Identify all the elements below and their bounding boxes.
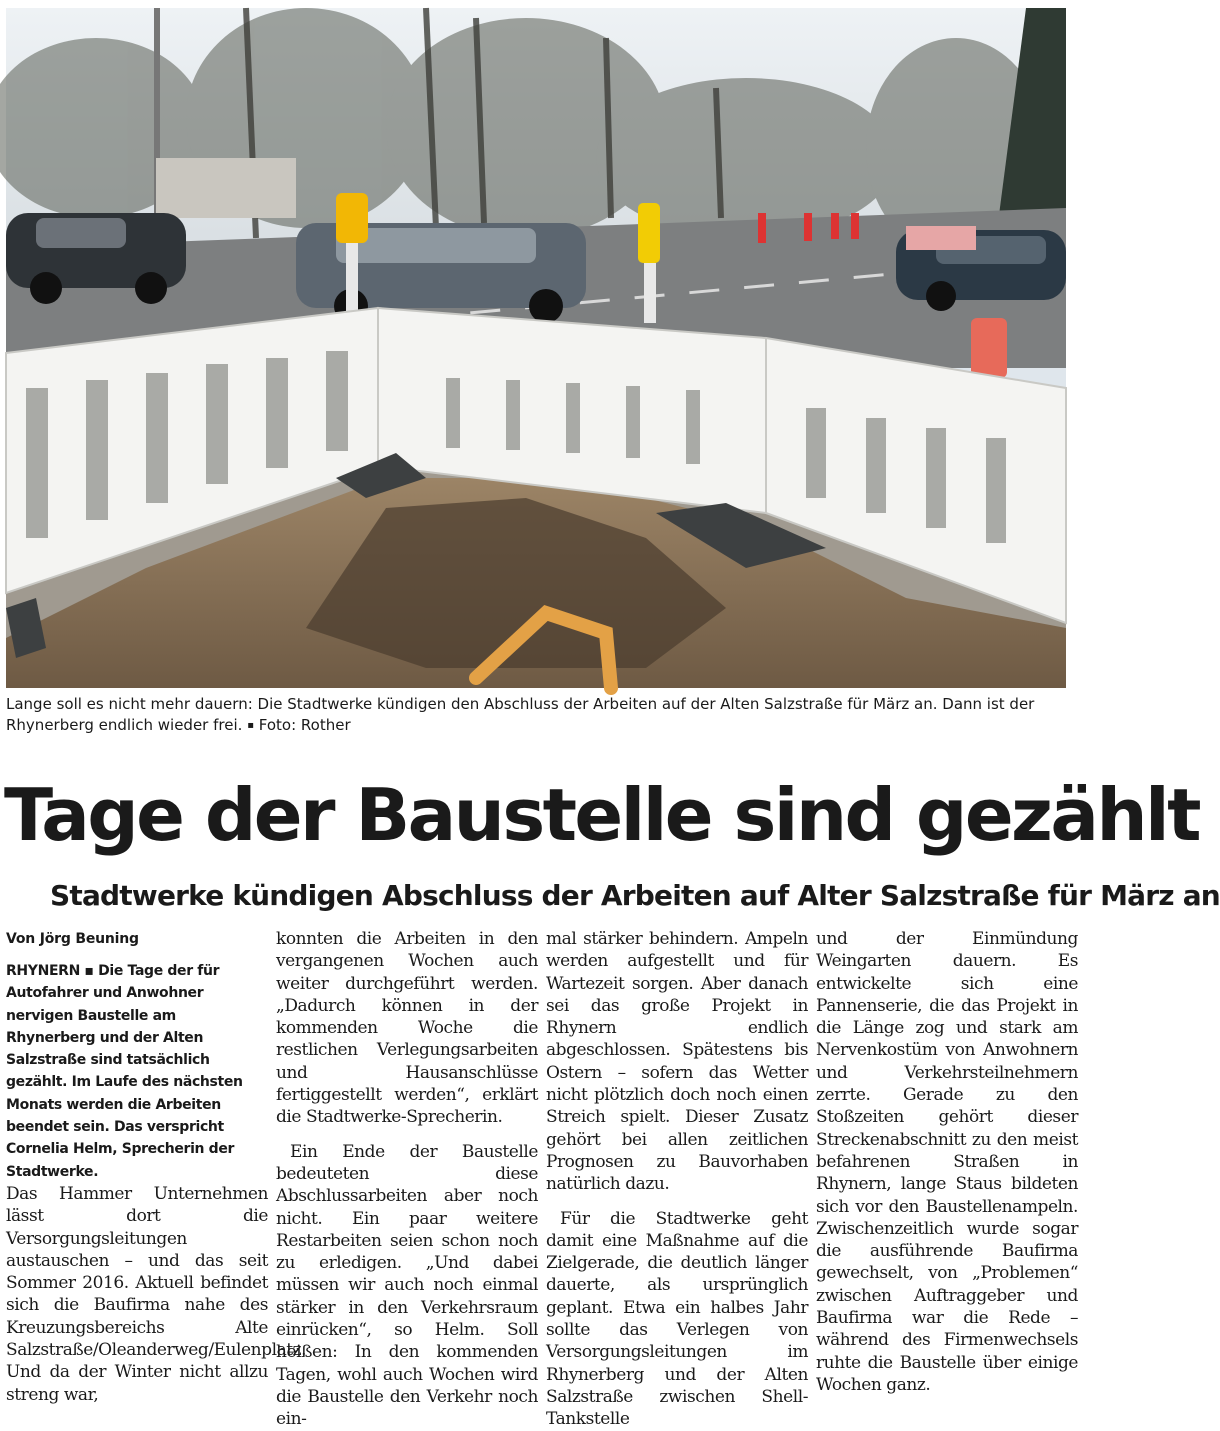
body-paragraph: konnten die Arbeiten in den vergangenen Wochen auch weiter durchgeführt werden. „Dadurch können in der kommenden Woche die restlichen Verlegungsarbeiten und Hausanschlüsse fertiggestellt werden“, erklärt die Stadtwerke-Sprecherin.: [276, 929, 538, 1128]
photo-construction-site-icon: [6, 8, 1066, 688]
caption-separator: ▪: [247, 720, 254, 731]
photo-credit: Foto: Rother: [258, 716, 351, 734]
body-paragraph: und der Einmündung Weingarten dauern. Es entwickelte sich eine Pannenserie, die das Projekt in die Länge zog und stark am Nervenkostüm von Anwohnern und Verkehrsteilnehmern zerrte. Gerade zu den Stoßzeiten gehört dieser Streckenabschnitt zu den meist befahrenen Straßen in Rhynern, lange Staus bildeten sich vor den Baustellenampeln. Zwischenzeitlich wurde sogar die ausführende Baufirma gewechselt, von „Problemen“ zwischen Auftraggeber und Baufirma war die Rede – während des Firmenwechsels ruhte die Baustelle über einige Wochen ganz.: [816, 929, 1078, 1395]
lead-text: Die Tage der für Autofahrer und Anwohner nervigen Baustelle am Rhynerberg und der Alten Salzstraße sind tatsächlich gezählt. Im Laufe des nächsten Monats werden die Arbeiten beendet sein. Das verspricht Cornelia Helm, Sprecherin der Stadtwerke.: [6, 963, 243, 1180]
lead-paragraph: RHYNERN ▪ Die Tage der für Autofahrer und Anwohner nervigen Baustelle am Rhynerberg und der Alten Salzstraße sind tatsächlich gezählt. Im Laufe des nächsten Monats werden die Arbeiten beendet sein. Das verspricht Cornelia Helm, Sprecherin der Stadtwerke.: [6, 963, 243, 1180]
headline: Tage der Baustelle sind gezählt: [4, 773, 1199, 857]
photo-caption: [6, 694, 1068, 736]
body-paragraph: Das Hammer Unternehmen lässt dort die Versorgungsleitungen austauschen – und das seit Sommer 2016. Aktuell befindet sich die Baufirma nahe des Kreuzungsbereichs Alte Salzstraße/Oleanderweg/Eulenplatz. Und da der Winter nicht allzu streng war,: [6, 1183, 307, 1405]
dateline: RHYNERN: [6, 963, 80, 979]
subheadline: Stadtwerke kündigen Abschluss der Arbeiten auf Alter Salzstraße für März an: [50, 879, 1220, 912]
article-column-3: [546, 928, 808, 1431]
article-column-4: [816, 928, 1078, 1396]
byline: Von Jörg Beuning: [6, 931, 139, 947]
body-paragraph: Ein Ende der Baustelle bedeuteten diese Abschlussarbeiten aber noch nicht. Ein paar weitere Restarbeiten seien schon noch zu erledigen. „Und dabei müssen wir auch noch einmal stärker in den Verkehrsraum einrücken“, so Helm. Soll heißen: In den kommenden Tagen, wohl auch Wochen wird die Baustelle den Verkehr noch ein-: [276, 1141, 538, 1430]
article-column-2: [276, 928, 538, 1431]
caption-text: Lange soll es nicht mehr dauern: Die Stadtwerke kündigen den Abschluss der Arbeiten auf der Alten Salzstraße für März an. Dann ist der Rhynerberg endlich wieder frei.: [6, 695, 1035, 734]
body-paragraph: Für die Stadtwerke geht damit eine Maßnahme auf die Zielgerade, die deutlich länger dauerte, als ursprünglich geplant. Etwa ein halbes Jahr sollte das Verlegen von Versorgungsleitungen im Rhynerberg und der Alten Salzstraße zwischen Shell-Tankstelle: [546, 1208, 808, 1430]
article-column-1: [6, 928, 307, 1406]
article-photo: [6, 8, 1066, 688]
body-paragraph: mal stärker behindern. Ampeln werden aufgestellt und für Wartezeit sorgen. Aber danach sei das große Projekt in Rhynern endlich abgeschlossen. Spätestens bis Ostern – sofern das Wetter nicht plötzlich doch noch einen Streich spielt. Dieser Zusatz gehört bei allen zeitlichen Prognosen zu Bauvorhaben natürlich dazu.: [546, 929, 808, 1195]
